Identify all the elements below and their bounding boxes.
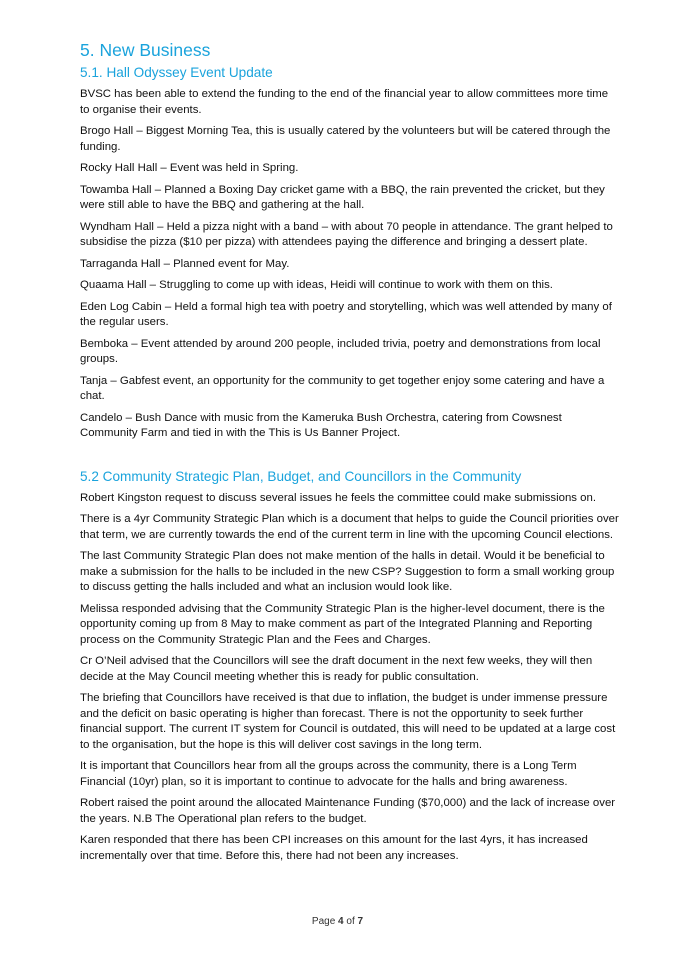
paragraph: Towamba Hall – Planned a Boxing Day cricket game with a BBQ, the rain prevented the cricket, but they were still able to have the BBQ and gathering at the hall.: [80, 183, 605, 211]
paragraph: Karen responded that there has been CPI increases on this amount for the last 4yrs, it has increased incrementally over that time. Before this, there had not been any increases.: [80, 834, 588, 862]
subsection-heading-hall-odyssey: 5.1. Hall Odyssey Event Update: [80, 65, 273, 80]
paragraph: Robert raised the point around the allocated Maintenance Funding ($70,000) and the lack of increase over the years. N.B The Operational plan refers to the budget.: [80, 797, 616, 825]
paragraph: Rocky Hall Hall – Event was held in Spring.: [80, 162, 299, 174]
paragraph: There is a 4yr Community Strategic Plan which is a document that helps to guide the Council priorities over that term, we are currently towards the end of the current term in line with the upcoming Council elections.: [80, 513, 619, 541]
paragraph: It is important that Councillors hear from all the groups across the community, there is a Long Term Financial (10yr) plan, so it is important to continue to advocate for the halls and bring awareness.: [80, 760, 577, 788]
of-word: of: [346, 916, 355, 927]
page-footer: [0, 916, 675, 927]
page-word: Page: [311, 916, 336, 927]
subsection-heading-strategic-plan: 5.2 Community Strategic Plan, Budget, and Councillors in the Community: [80, 468, 522, 484]
paragraph: Eden Log Cabin – Held a formal high tea with poetry and storytelling, which was well attended by many of the regular users.: [80, 300, 612, 328]
page-number: 4: [338, 916, 344, 927]
paragraph: Candelo – Bush Dance with music from the Kameruka Bush Orchestra, catering from Cowsnest Community Farm and tied in with the This is Us Banner Project.: [80, 411, 562, 439]
paragraph: Melissa responded advising that the Community Strategic Plan is the higher-level document, there is the opportunity coming up from 8 May to make comment as part of the Integrated Planning and Reporting process on the Community Strategic Plan and the Fees and Charges.: [80, 602, 605, 646]
page-content: [80, 39, 620, 870]
paragraph: Robert Kingston request to discuss several issues he feels the committee could make submissions on.: [80, 491, 596, 504]
paragraph: BVSC has been able to extend the funding to the end of the financial year to allow committees more time to organise their events.: [80, 88, 609, 116]
paragraph: Tanja – Gabfest event, an opportunity for the community to get together enjoy some catering and have a chat.: [80, 374, 605, 402]
paragraph: Wyndham Hall – Held a pizza night with a band – with about 70 people in attendance. The grant helped to subsidise the pizza ($10 per pizza) with attendees paying the difference and bringing a dessert plate.: [80, 220, 613, 248]
paragraph: Quaama Hall – Struggling to come up with ideas, Heidi will continue to work with them on this.: [80, 279, 553, 291]
paragraph: Brogo Hall – Biggest Morning Tea, this is usually catered by the volunteers but will be catered through the funding.: [80, 125, 611, 153]
paragraph: Cr O’Neil advised that the Councillors will see the draft document in the next few weeks, they will then decide at the May Council meeting whether this is ready for public consultation.: [80, 655, 593, 683]
page-total: 7: [357, 916, 364, 927]
paragraph: The last Community Strategic Plan does not make mention of the halls in detail. Would it be beneficial to make a submission for the halls to be included in the new CSP? Suggestion to form a small working group to discuss getting the halls included and what an inclusion would look like.: [80, 550, 615, 593]
paragraph: Bemboka – Event attended by around 200 people, included trivia, poetry and demonstrations from local groups.: [80, 337, 601, 365]
paragraph: The briefing that Councillors have received is that due to inflation, the budget is under immense pressure and the deficit on basic operating is higher than forecast. There is not the opportunity to seek further financial support. The current IT system for Council is outdated, this will need to be updated at a large cost to the organisation, but the hope is this will deliver cost savings in the long term.: [80, 692, 616, 751]
paragraph: Tarraganda Hall – Planned event for May.: [80, 257, 290, 270]
section-heading: 5. New Business: [80, 40, 211, 60]
